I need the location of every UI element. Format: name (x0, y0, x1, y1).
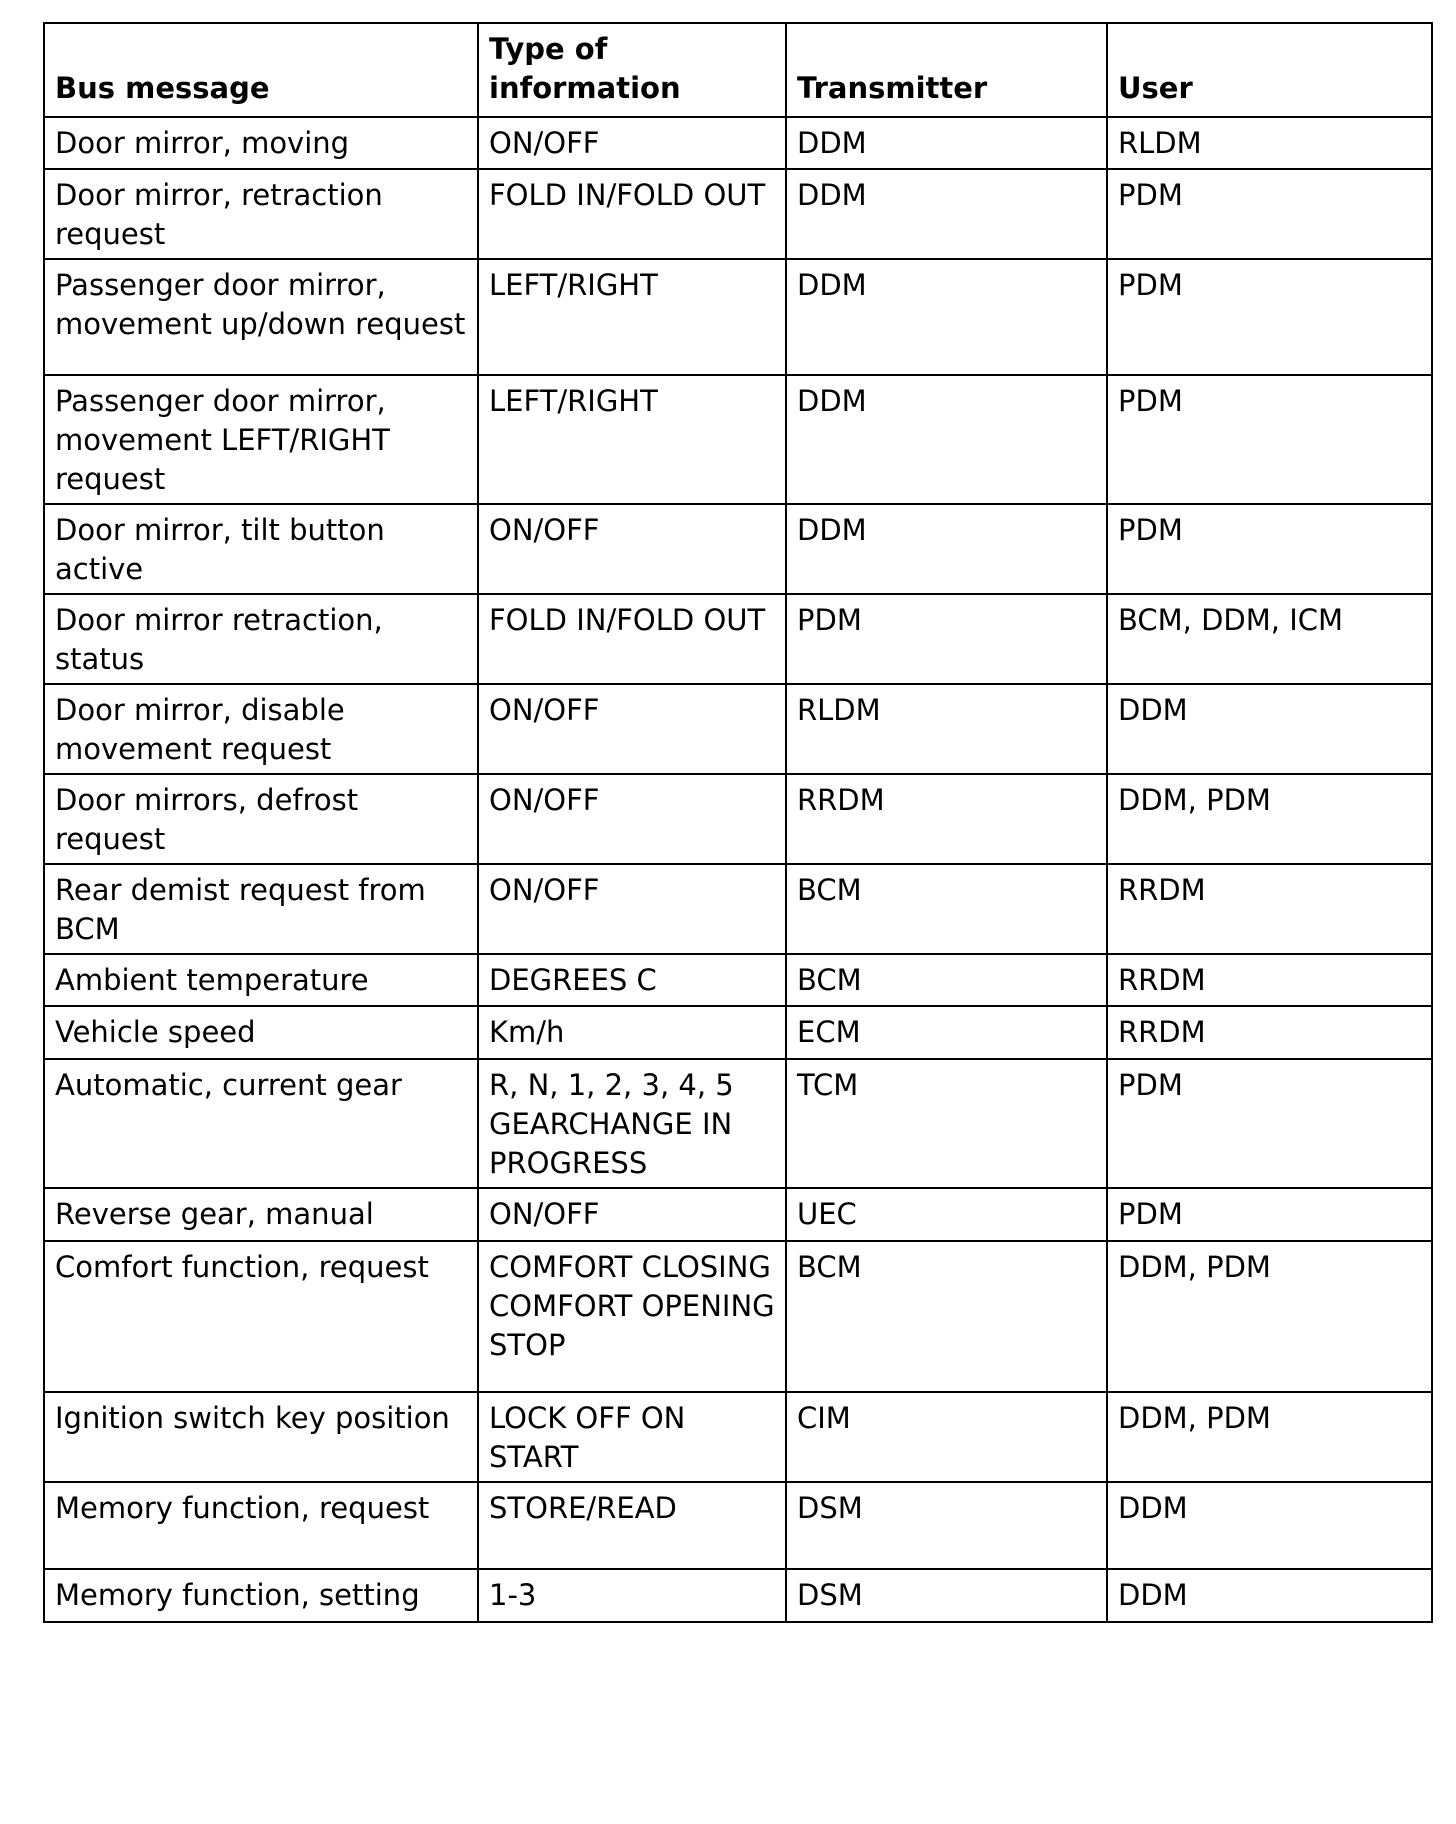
cell-bus-message: Comfort function, request (44, 1241, 478, 1392)
cell-type-of-information: LEFT/RIGHT (478, 375, 786, 504)
cell-user: RRDM (1107, 864, 1432, 954)
header-bus-message: Bus message (44, 23, 478, 117)
table-row (44, 504, 1432, 594)
cell-transmitter: PDM (786, 594, 1107, 684)
cell-user: BCM, DDM, ICM (1107, 594, 1432, 684)
cell-transmitter: CIM (786, 1392, 1107, 1482)
cell-transmitter: DDM (786, 117, 1107, 169)
cell-bus-message: Ambient temperature (44, 954, 478, 1006)
cell-user: RLDM (1107, 117, 1432, 169)
cell-type-of-information: R, N, 1, 2, 3, 4, 5 GEARCHANGE IN PROGRESS (478, 1059, 786, 1188)
cell-transmitter: BCM (786, 954, 1107, 1006)
header-transmitter: Transmitter (786, 23, 1107, 117)
cell-transmitter: DSM (786, 1569, 1107, 1622)
cell-user: DDM (1107, 1569, 1432, 1622)
table-row (44, 1188, 1432, 1241)
cell-type-of-information: ON/OFF (478, 504, 786, 594)
cell-type-of-information: DEGREES C (478, 954, 786, 1006)
cell-transmitter: DSM (786, 1482, 1107, 1569)
cell-type-of-information: ON/OFF (478, 774, 786, 864)
cell-transmitter: UEC (786, 1188, 1107, 1241)
table-row (44, 954, 1432, 1006)
cell-bus-message: Door mirror retraction, status (44, 594, 478, 684)
cell-transmitter: TCM (786, 1059, 1107, 1188)
cell-user: DDM, PDM (1107, 774, 1432, 864)
table-row (44, 259, 1432, 375)
cell-bus-message: Passenger door mirror, movement LEFT/RIGHT request (44, 375, 478, 504)
cell-type-of-information: FOLD IN/FOLD OUT (478, 169, 786, 259)
table-row (44, 1482, 1432, 1569)
cell-transmitter: BCM (786, 1241, 1107, 1392)
table-row (44, 774, 1432, 864)
cell-user: DDM (1107, 1482, 1432, 1569)
table-row (44, 1059, 1432, 1188)
table-header-row (44, 23, 1432, 117)
cell-type-of-information: COMFORT CLOSING COMFORT OPENING STOP (478, 1241, 786, 1392)
cell-type-of-information: ON/OFF (478, 1188, 786, 1241)
cell-type-of-information: ON/OFF (478, 684, 786, 774)
cell-transmitter: ECM (786, 1006, 1107, 1059)
cell-user: DDM (1107, 684, 1432, 774)
table-row (44, 169, 1432, 259)
cell-transmitter: DDM (786, 375, 1107, 504)
cell-bus-message: Door mirror, disable movement request (44, 684, 478, 774)
cell-transmitter: BCM (786, 864, 1107, 954)
cell-bus-message: Memory function, request (44, 1482, 478, 1569)
table-row (44, 375, 1432, 504)
cell-type-of-information: STORE/READ (478, 1482, 786, 1569)
cell-bus-message: Ignition switch key position (44, 1392, 478, 1482)
cell-bus-message: Door mirrors, defrost request (44, 774, 478, 864)
table-body (44, 117, 1432, 1622)
table-row (44, 594, 1432, 684)
table-row (44, 1006, 1432, 1059)
cell-type-of-information: Km/h (478, 1006, 786, 1059)
cell-transmitter: RRDM (786, 774, 1107, 864)
cell-bus-message: Door mirror, tilt button active (44, 504, 478, 594)
cell-user: PDM (1107, 375, 1432, 504)
cell-bus-message: Passenger door mirror, movement up/down request (44, 259, 478, 375)
cell-transmitter: DDM (786, 259, 1107, 375)
cell-bus-message: Rear demist request from BCM (44, 864, 478, 954)
cell-type-of-information: ON/OFF (478, 117, 786, 169)
cell-user: RRDM (1107, 954, 1432, 1006)
table-row (44, 684, 1432, 774)
cell-bus-message: Memory function, setting (44, 1569, 478, 1622)
cell-transmitter: DDM (786, 504, 1107, 594)
cell-type-of-information: LEFT/RIGHT (478, 259, 786, 375)
table-row (44, 1569, 1432, 1622)
table-row (44, 117, 1432, 169)
cell-type-of-information: 1-3 (478, 1569, 786, 1622)
cell-user: PDM (1107, 504, 1432, 594)
cell-transmitter: RLDM (786, 684, 1107, 774)
cell-bus-message: Door mirror, moving (44, 117, 478, 169)
cell-type-of-information: FOLD IN/FOLD OUT (478, 594, 786, 684)
cell-user: PDM (1107, 1188, 1432, 1241)
bus-message-table (43, 22, 1433, 1623)
cell-user: PDM (1107, 169, 1432, 259)
cell-type-of-information: ON/OFF (478, 864, 786, 954)
table-row (44, 864, 1432, 954)
header-type-of-information: Type of information (478, 23, 786, 117)
cell-user: RRDM (1107, 1006, 1432, 1059)
table-row (44, 1392, 1432, 1482)
cell-bus-message: Vehicle speed (44, 1006, 478, 1059)
cell-bus-message: Automatic, current gear (44, 1059, 478, 1188)
cell-bus-message: Reverse gear, manual (44, 1188, 478, 1241)
cell-user: DDM, PDM (1107, 1241, 1432, 1392)
cell-user: PDM (1107, 1059, 1432, 1188)
cell-user: PDM (1107, 259, 1432, 375)
table-row (44, 1241, 1432, 1392)
header-user: User (1107, 23, 1432, 117)
cell-user: DDM, PDM (1107, 1392, 1432, 1482)
cell-bus-message: Door mirror, retraction request (44, 169, 478, 259)
cell-type-of-information: LOCK OFF ON START (478, 1392, 786, 1482)
cell-transmitter: DDM (786, 169, 1107, 259)
